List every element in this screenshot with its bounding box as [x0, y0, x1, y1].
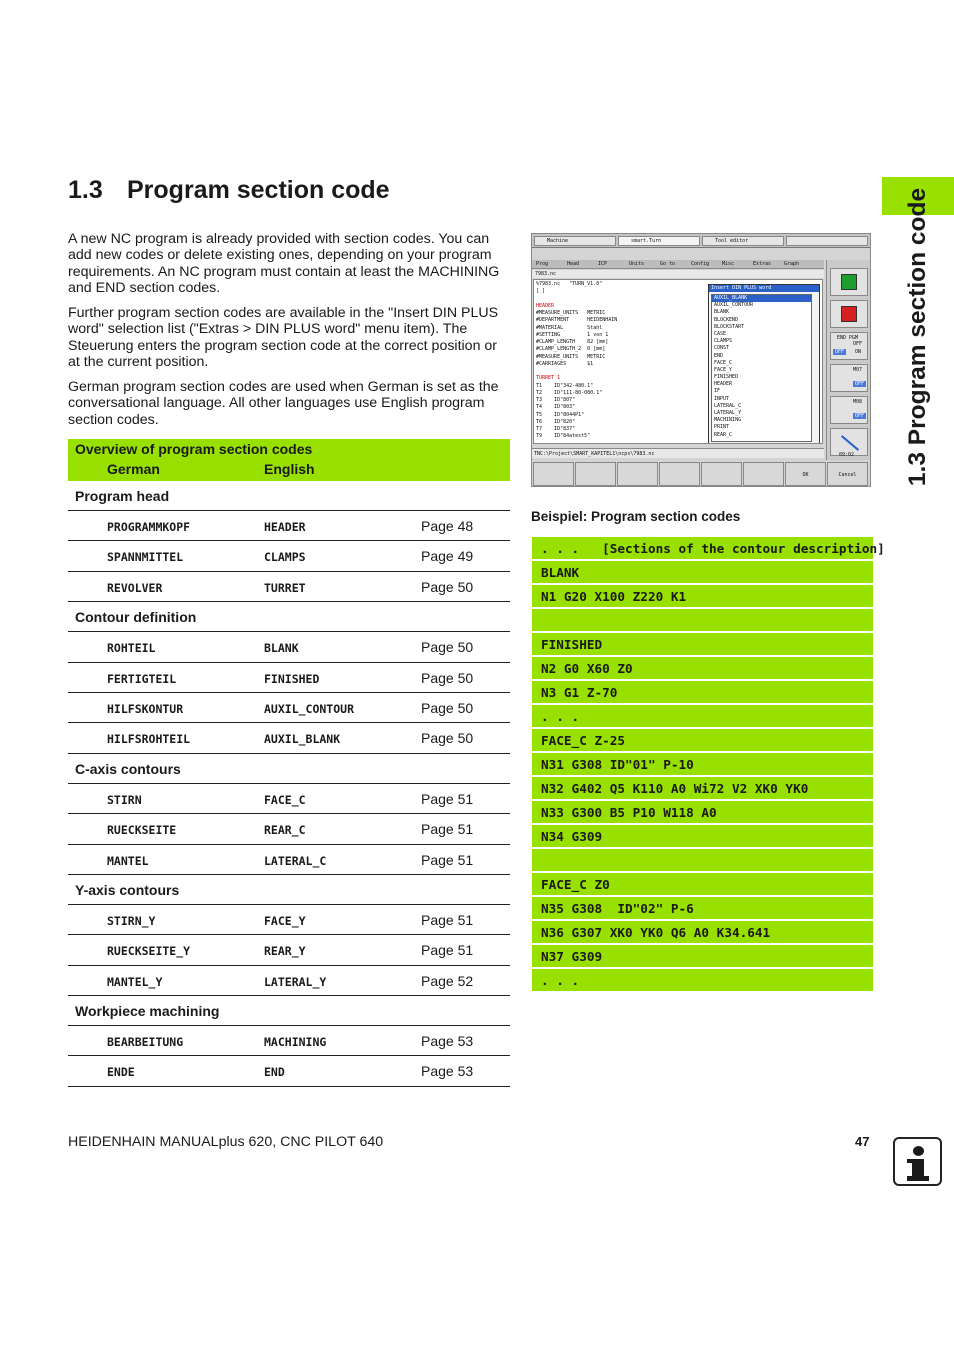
popup-item: BLANK: [714, 309, 730, 316]
code-line: #MATERIAL Stahl: [536, 324, 603, 331]
overview-cell-page[interactable]: Page 53: [421, 1033, 474, 1050]
overview-row: [68, 905, 510, 935]
overview-cell-german: FERTIGTEIL: [107, 671, 177, 686]
overview-cell-english: CLAMPS: [264, 550, 306, 565]
insert-din-plus-popup: [708, 284, 820, 444]
overview-section-name: Workpiece machining: [75, 1003, 220, 1020]
code-line: [ ]: [536, 288, 546, 295]
overview-cell-page[interactable]: Page 53: [421, 1063, 474, 1080]
overview-section-name: Y-axis contours: [75, 881, 180, 898]
popup-item: PRINT: [714, 424, 730, 431]
popup-item: CASE: [714, 330, 727, 337]
code-line: T1 ID"342-480.1": [536, 382, 594, 389]
overview-title: Overview of program section codes: [75, 441, 313, 457]
overview-cell-german: BEARBEITUNG: [107, 1035, 184, 1050]
overview-cell-english: FINISHED: [264, 671, 320, 686]
page-number: 47: [855, 1134, 870, 1149]
screenshot-tab-bar: [532, 234, 870, 248]
control-screenshot: [531, 233, 871, 487]
popup-item: FACE_C: [714, 359, 733, 366]
overview-section: [68, 481, 510, 511]
overview-cell-german: RUECKSEITE: [107, 823, 177, 838]
example-line-text: BLANK: [541, 565, 580, 580]
overview-cell-english: MACHINING: [264, 1035, 327, 1050]
side-tab-label: 1.3 Program section code: [904, 187, 931, 487]
footer-title: HEIDENHAIN MANUALplus 620, CNC PILOT 640: [68, 1134, 384, 1150]
overview-cell-english: FACE_Y: [264, 913, 306, 928]
overview-row: [68, 966, 510, 996]
overview-row: [68, 572, 510, 602]
overview-row: [68, 1056, 510, 1086]
popup-item: FACE_Y: [714, 366, 733, 373]
code-line: %7983.nc "TURN_V1.0": [536, 281, 603, 287]
tab-extra: [786, 236, 868, 246]
overview-section-name: Program head: [75, 488, 170, 504]
popup-item: IF: [714, 388, 721, 395]
code-line: T3 ID"807": [536, 397, 576, 403]
overview-cell-page[interactable]: Page 50: [421, 578, 474, 595]
example-line-text: N32 G402 Q5 K110 A0 Wi72 V2 XK0 YK0: [541, 781, 809, 796]
code-line: HEADER: [536, 302, 555, 309]
overview-section-name: C-axis contours: [75, 760, 181, 777]
code-line: #SETTING 1 von 1: [536, 331, 609, 338]
example-line: [532, 801, 873, 823]
overview-cell-german: ROHTEIL: [107, 641, 156, 656]
popup-item: LATERAL_Y: [714, 410, 742, 416]
overview-cell-english: BLANK: [264, 641, 299, 656]
overview-cell-page[interactable]: Page 50: [421, 639, 474, 656]
overview-cell-german: MANTEL: [107, 853, 149, 868]
overview-section: [68, 754, 510, 784]
overview-section: [68, 875, 510, 905]
section-number: 1.3: [68, 176, 103, 204]
screenshot-path: TNC:\Project\SMART_KAPITEL1\ncps\7983.nc: [532, 448, 824, 458]
screenshot-menu-bar: [532, 260, 824, 269]
popup-item: HEADER: [714, 381, 733, 388]
overview-cell-english: END: [264, 1065, 285, 1080]
example-line: [532, 825, 873, 847]
example-line: [532, 657, 873, 679]
overview-cell-english: TURRET: [264, 580, 306, 595]
soft-key: [617, 462, 658, 486]
popup-item: REAR_C: [714, 431, 733, 438]
example-line-text: N37 G309: [541, 949, 603, 964]
overview-row: [68, 1026, 510, 1056]
overview-row: [68, 845, 510, 875]
overview-cell-german: MANTEL_Y: [107, 974, 163, 989]
tab-tool-editor: Tool editor: [702, 236, 784, 246]
overview-section: [68, 602, 510, 632]
code-line: T2 ID"111-80-080.1": [536, 389, 603, 396]
language-paragraph: German program section codes are used when German is set as the conversational language. All other languages use English program section codes.: [68, 379, 499, 428]
example-line-text: FINISHED: [541, 637, 603, 652]
example-line-text: N3 G1 Z-70: [541, 685, 618, 700]
screenshot-side-panel: [826, 260, 870, 460]
example-line-text: N31 G308 ID"01" P-10: [541, 757, 694, 772]
tab-smart-turn: smart.Turn: [618, 236, 700, 246]
code-line: #MEASURE_UNITS METRIC: [536, 353, 606, 360]
popup-item: CLAMPS: [714, 338, 733, 345]
info-icon: [893, 1137, 942, 1186]
section-title: Program section code: [127, 176, 390, 204]
code-line: T4 ID"803": [536, 404, 576, 411]
overview-cell-page[interactable]: Page 49: [421, 548, 474, 565]
example-line: [532, 609, 873, 631]
overview-row: [68, 723, 510, 753]
example-line: [532, 561, 873, 583]
overview-cell-german: REVOLVER: [107, 580, 163, 595]
example-line-text: FACE_C Z0: [541, 877, 610, 892]
example-line-text: FACE_C Z-25: [541, 733, 626, 748]
overview-cell-english: AUXIL_CONTOUR: [264, 701, 355, 716]
side-clock: 09:02: [839, 452, 855, 458]
soft-key: OK: [785, 462, 826, 486]
code-line: [536, 368, 617, 375]
example-line-text: . . . [Sections of the contour description]: [541, 541, 885, 556]
screenshot-soft-keys: [532, 462, 870, 487]
soft-key: [659, 462, 700, 486]
overview-cell-english: LATERAL_C: [264, 853, 327, 868]
example-code-block: [532, 537, 885, 993]
popup-item: AUXIL_CONTOUR: [714, 302, 754, 309]
screenshot-file-name: 7983.nc: [532, 270, 824, 278]
menu-item: Graph: [784, 261, 800, 267]
example-line-text: . . .: [541, 709, 580, 724]
screenshot-code: [536, 281, 617, 441]
example-line: [532, 873, 873, 895]
overview-table-header: [68, 439, 510, 481]
example-line: [532, 705, 873, 727]
overview-row: [68, 693, 510, 723]
side-end-pgm: END PGM OFF OFF ON: [830, 332, 868, 360]
side-button-green: [830, 268, 868, 296]
column-german: German: [107, 461, 160, 477]
example-line-text: N36 G307 XK0 YK0 Q6 A0 K34.641: [541, 925, 771, 940]
overview-table-body: [68, 481, 510, 1087]
overview-cell-english: HEADER: [264, 520, 306, 534]
popup-item: CONST: [714, 345, 730, 352]
overview-table: [68, 439, 510, 1087]
example-line: [532, 849, 873, 871]
example-line-text: N34 G309: [541, 829, 603, 844]
code-line: [536, 296, 617, 303]
overview-cell-german: STIRN_Y: [107, 913, 156, 928]
soft-key: [743, 462, 784, 486]
menu-item: Prog: [536, 261, 549, 267]
code-line: T7 ID"837": [536, 426, 576, 432]
overview-cell-english: FACE_C: [264, 792, 306, 807]
overview-cell-page[interactable]: Page 51: [421, 851, 474, 868]
code-line: T5 ID"8044P1": [536, 411, 585, 418]
soft-key: Cancel: [827, 462, 868, 486]
code-line: #DEPARTMENT HEIDENHAIN: [536, 317, 618, 324]
example-line: [532, 729, 873, 751]
example-line-text: N35 G308 ID"02" P-6: [541, 901, 694, 916]
example-line-text: N2 G0 X60 Z0: [541, 661, 633, 676]
overview-cell-page[interactable]: Page 50: [421, 669, 474, 686]
code-line: T9 ID"84atest5": [536, 433, 591, 440]
overview-cell-page[interactable]: Page 51: [421, 790, 474, 807]
popup-item: INPUT: [714, 395, 730, 402]
code-line: #CLAMP_LENGTH 82 [mm]: [536, 339, 609, 345]
side-m07: M07 OFF: [830, 364, 868, 392]
example-line: [532, 585, 873, 607]
overview-row: [68, 632, 510, 662]
code-line: #CLAMP_LENGTH_2 0 [mm]: [536, 346, 606, 353]
popup-item: AUXIL_BLANK: [712, 295, 811, 302]
section-heading: [68, 176, 390, 205]
overview-cell-page[interactable]: Page 52: [421, 972, 474, 989]
overview-section: [68, 996, 510, 1026]
example-line-text: . . .: [541, 973, 580, 988]
side-m08: M08 OFF: [830, 396, 868, 424]
example-caption: Beispiel: Program section codes: [531, 509, 741, 524]
overview-cell-german: STIRN: [107, 792, 142, 807]
overview-row: [68, 814, 510, 844]
example-line: [532, 921, 873, 943]
menu-item: ICP: [598, 261, 608, 267]
overview-row: [68, 935, 510, 965]
example-line: [532, 633, 873, 655]
example-line-text: N33 G300 B5 P10 W118 A0: [541, 805, 717, 820]
menu-item: Config: [691, 261, 710, 267]
overview-cell-german: RUECKSEITE_Y: [107, 944, 191, 959]
menu-item: Misc: [722, 261, 735, 267]
side-tab: [882, 177, 954, 497]
soft-key: [533, 462, 574, 486]
overview-cell-page[interactable]: Page 51: [421, 821, 474, 838]
code-line: #CARRIAGES $1: [536, 360, 594, 367]
example-line: [532, 969, 873, 991]
tab-machine: Machine: [534, 236, 616, 246]
popup-item: END: [714, 352, 724, 359]
overview-row: [68, 663, 510, 693]
popup-list: [711, 294, 812, 442]
overview-section-name: Contour definition: [75, 609, 197, 626]
din-plus-paragraph: Further program section codes are available in the "Insert DIN PLUS word" selection list ("Extras > DIN PLUS word" menu item). The Steuerung enters the program section code at the correct position or at the current position.: [68, 305, 499, 371]
overview-row: [68, 784, 510, 814]
soft-key: [701, 462, 742, 486]
side-button-red: [830, 300, 868, 328]
overview-cell-german: HILFSKONTUR: [107, 701, 184, 716]
example-line: [532, 681, 873, 703]
menu-item: Go to: [660, 261, 676, 267]
overview-cell-page[interactable]: Page 51: [421, 942, 474, 959]
popup-item: MACHINING: [714, 417, 742, 424]
popup-item: FINISHED: [714, 374, 739, 381]
overview-row: [68, 541, 510, 571]
overview-cell-page[interactable]: Page 50: [421, 699, 474, 716]
code-line: T6 ID"820": [536, 418, 576, 425]
code-line: #MEASURE_UNITS METRIC: [536, 310, 606, 316]
soft-key: [575, 462, 616, 486]
overview-cell-german: ENDE: [107, 1065, 135, 1080]
overview-cell-german: PROGRAMMKOPF: [107, 520, 191, 534]
overview-cell-german: SPANNMITTEL: [107, 550, 184, 565]
example-line: [532, 537, 885, 559]
example-line-text: N1 G20 X100 Z220 K1: [541, 589, 687, 604]
example-line: [532, 945, 873, 967]
popup-item: BLOCKSTART: [714, 323, 745, 330]
popup-title: Insert DIN PLUS word: [709, 285, 819, 292]
menu-item: Extras: [753, 261, 772, 267]
popup-item: BLOCKEND: [714, 316, 739, 323]
overview-cell-page[interactable]: Page 50: [421, 730, 474, 747]
menu-item: Head: [567, 261, 580, 267]
overview-cell-english: LATERAL_Y: [264, 974, 327, 989]
overview-cell-english: AUXIL_BLANK: [264, 732, 341, 747]
popup-item: LATERAL_C: [714, 402, 742, 409]
code-line: TURRET 1: [536, 375, 561, 382]
overview-cell-english: REAR_Y: [264, 944, 306, 959]
overview-cell-page[interactable]: Page 51: [421, 911, 474, 928]
intro-paragraph: A new NC program is already provided with section codes. You can add new codes or delete existing ones, depending on your program requirements. An NC program must contain at least the MACHINING and END section codes.: [68, 231, 500, 297]
example-line: [532, 777, 873, 799]
overview-cell-page[interactable]: Page 48: [421, 518, 474, 534]
menu-item: Units: [629, 261, 645, 267]
example-line: [532, 753, 873, 775]
screenshot-editor: [533, 279, 823, 444]
example-line: [532, 897, 873, 919]
overview-cell-english: REAR_C: [264, 823, 306, 838]
overview-cell-german: HILFSROHTEIL: [107, 732, 191, 747]
overview-row: [68, 511, 510, 541]
column-english: English: [264, 461, 315, 477]
